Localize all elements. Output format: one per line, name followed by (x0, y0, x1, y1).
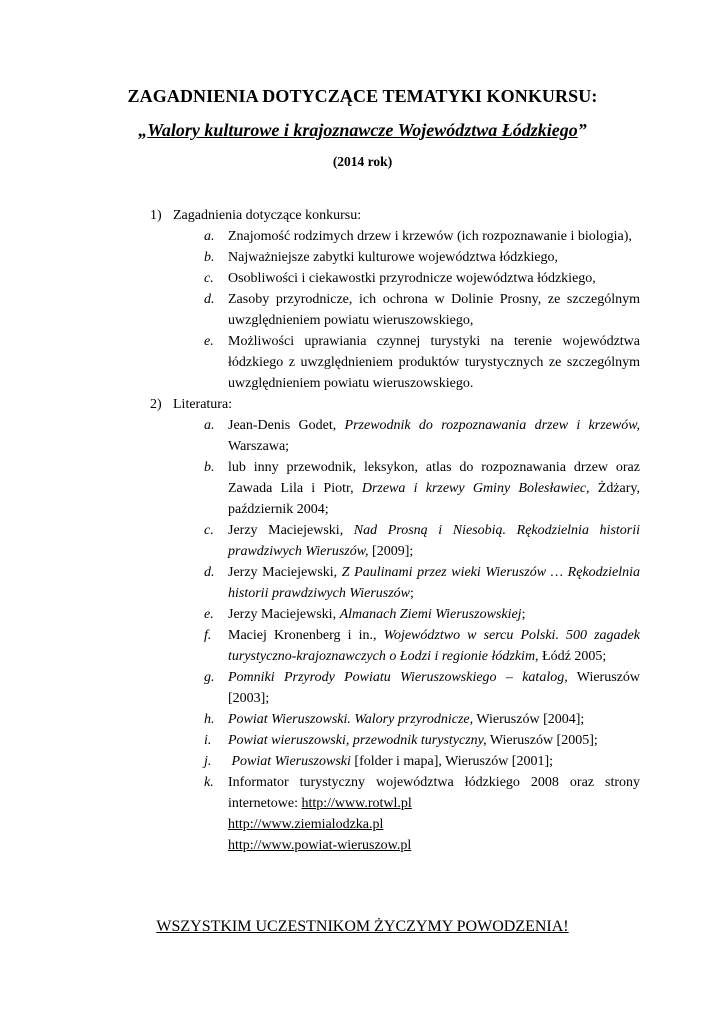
item-marker: e. (204, 607, 214, 622)
item-marker: k. (204, 775, 214, 790)
list-item (204, 709, 640, 730)
section-topics (150, 205, 640, 226)
opening-quote: „ (138, 120, 148, 140)
item-marker: c. (204, 523, 214, 538)
item-text: lub inny przewodnik, leksykon, atlas do rozpoznawania drzew oraz Zawada Lila i Piotr, Drzewa i krzewy Gminy Bolesławiec, Żdżary, październik 2004; (228, 460, 641, 517)
item-text: Znajomość rodzimych drzew i krzewów (ich rozpoznawanie i biologia), (228, 229, 632, 244)
book-title: Przewodnik do rozpoznawania drzew i krzewów, (344, 418, 640, 433)
item-text: Najważniejsze zabytki kulturowe województwa łódzkiego, (228, 250, 559, 265)
topics-list (204, 226, 640, 394)
book-title: Powiat wieruszowski, przewodnik turystyczny, (228, 733, 487, 748)
list-item (204, 772, 640, 856)
section-number: 1) (150, 208, 162, 223)
book-title: Drzewa i krzewy Gminy Bolesławiec, (361, 481, 590, 496)
link-ziemialodzka[interactable]: http://www.ziemialodzka.pl (228, 817, 384, 832)
item-text: Powiat Wieruszowski [folder i mapa], Wieruszów [2001]; (231, 754, 554, 769)
closing-quote: ” (577, 120, 587, 140)
item-marker: c. (204, 271, 214, 286)
item-text: Powiat Wieruszowski. Walory przyrodnicze, Wieruszów [2004]; (228, 712, 585, 727)
item-marker: d. (204, 292, 215, 307)
item-marker: e. (204, 334, 214, 349)
list-item (204, 604, 640, 625)
item-text: Jean-Denis Godet, Przewodnik do rozpoznawania drzew i krzewów, Warszawa; (228, 418, 640, 454)
item-text: Powiat wieruszowski, przewodnik turystyczny, Wieruszów [2005]; (228, 733, 598, 748)
item-text: Osobliwości i ciekawostki przyrodnicze województwa łódzkiego, (228, 271, 596, 286)
item-text: Maciej Kronenberg i in., Województwo w sercu Polski. 500 zagadek turystyczno-krajoznawczych o Łodzi i regionie łódzkim, Łódź 2005; (228, 628, 640, 664)
list-item (204, 520, 640, 562)
link-powiat-wieruszow[interactable]: http://www.powiat-wieruszow.pl (228, 838, 412, 853)
literature-list (204, 415, 640, 856)
list-item (204, 457, 640, 520)
list-item (204, 562, 640, 604)
item-marker: a. (204, 229, 215, 244)
item-marker: j. (204, 754, 212, 769)
item-text: Możliwości uprawiania czynnej turystyki na terenie województwa łódzkiego z uwzględnieniem produktów turystycznych ze szczególnym uwzględnieniem powiatu wieruszowskiego. (228, 334, 640, 391)
list-item (204, 625, 640, 667)
list-item (204, 268, 640, 289)
book-title: , Nad Prosną i Niesobią. Rękodzielnia historii prawdziwych Wieruszów, (228, 523, 641, 559)
item-text: Informator turystyczny województwa łódzkiego 2008 oraz strony internetowe: http://www.rotwl.pl http://www.ziemialodzka.pl http://www.powiat-wieruszow.pl (228, 772, 640, 856)
section-literature (150, 394, 640, 415)
item-text: Jerzy Maciejewski, Almanach Ziemi Wieruszowskiej; (228, 607, 526, 622)
item-marker: f. (204, 628, 212, 643)
list-item (204, 226, 640, 247)
item-marker: g. (204, 670, 215, 685)
item-marker: i. (204, 733, 212, 748)
book-title: Powiat Wieruszowski. Walory przyrodnicze, (228, 712, 474, 727)
item-text: Jerzy Maciejewski, Nad Prosną i Niesobią. Rękodzielnia historii prawdziwych Wieruszów, [2009]; (228, 523, 641, 559)
book-title: Pomniki Przyrody Powiatu Wieruszowskiego – katalog, (228, 670, 568, 685)
list-item (204, 247, 640, 268)
item-marker: d. (204, 565, 215, 580)
closing-wish: WSZYSTKIM UCZESTNIKOM ŻYCZYMY POWODZENIA! (156, 918, 569, 935)
book-title: Z Paulinami przez wieki Wieruszów … Rękodzielnia historii prawdziwych Wieruszów (228, 565, 640, 601)
link-rotwl[interactable]: http://www.rotwl.pl (301, 796, 412, 811)
book-title: Województwo w sercu Polski. 500 zagadek turystyczno-krajoznawczych o Łodzi i regionie łódzkim, (228, 628, 640, 664)
list-item (204, 415, 640, 457)
list-item (204, 667, 640, 709)
year-label: (2014 rok) (332, 154, 393, 169)
document-title: ZAGADNIENIA DOTYCZĄCE TEMATYKI KONKURSU: (127, 86, 598, 106)
item-text: Zasoby przyrodnicze, ich ochrona w Dolinie Prosny, ze szczególnym uwzględnieniem powiatu wieruszowskiego, (228, 292, 640, 328)
list-item (204, 331, 640, 394)
document-body (150, 205, 640, 856)
item-marker: b. (204, 250, 215, 265)
list-item (204, 751, 640, 772)
item-marker: h. (204, 712, 215, 727)
item-marker: a. (204, 418, 215, 433)
section-label: Literatura: (173, 397, 233, 412)
section-number: 2) (150, 397, 162, 412)
list-item (204, 730, 640, 751)
item-marker: b. (204, 460, 215, 475)
item-text: Jerzy Maciejewski, Z Paulinami przez wieki Wieruszów … Rękodzielnia historii prawdziwych Wieruszów; (228, 565, 640, 601)
book-title: Almanach Ziemi Wieruszowskiej (339, 607, 522, 622)
section-label: Zagadnienia dotyczące konkursu: (173, 208, 362, 223)
list-item (204, 289, 640, 331)
contest-name-text: Walory kulturowe i krajoznawcze Województwa Łódzkiego (147, 120, 578, 140)
book-title: Powiat Wieruszowski (231, 754, 351, 769)
contest-name (0, 120, 725, 141)
item-text: Pomniki Przyrody Powiatu Wieruszowskiego – katalog, Wieruszów [2003]; (228, 670, 640, 706)
